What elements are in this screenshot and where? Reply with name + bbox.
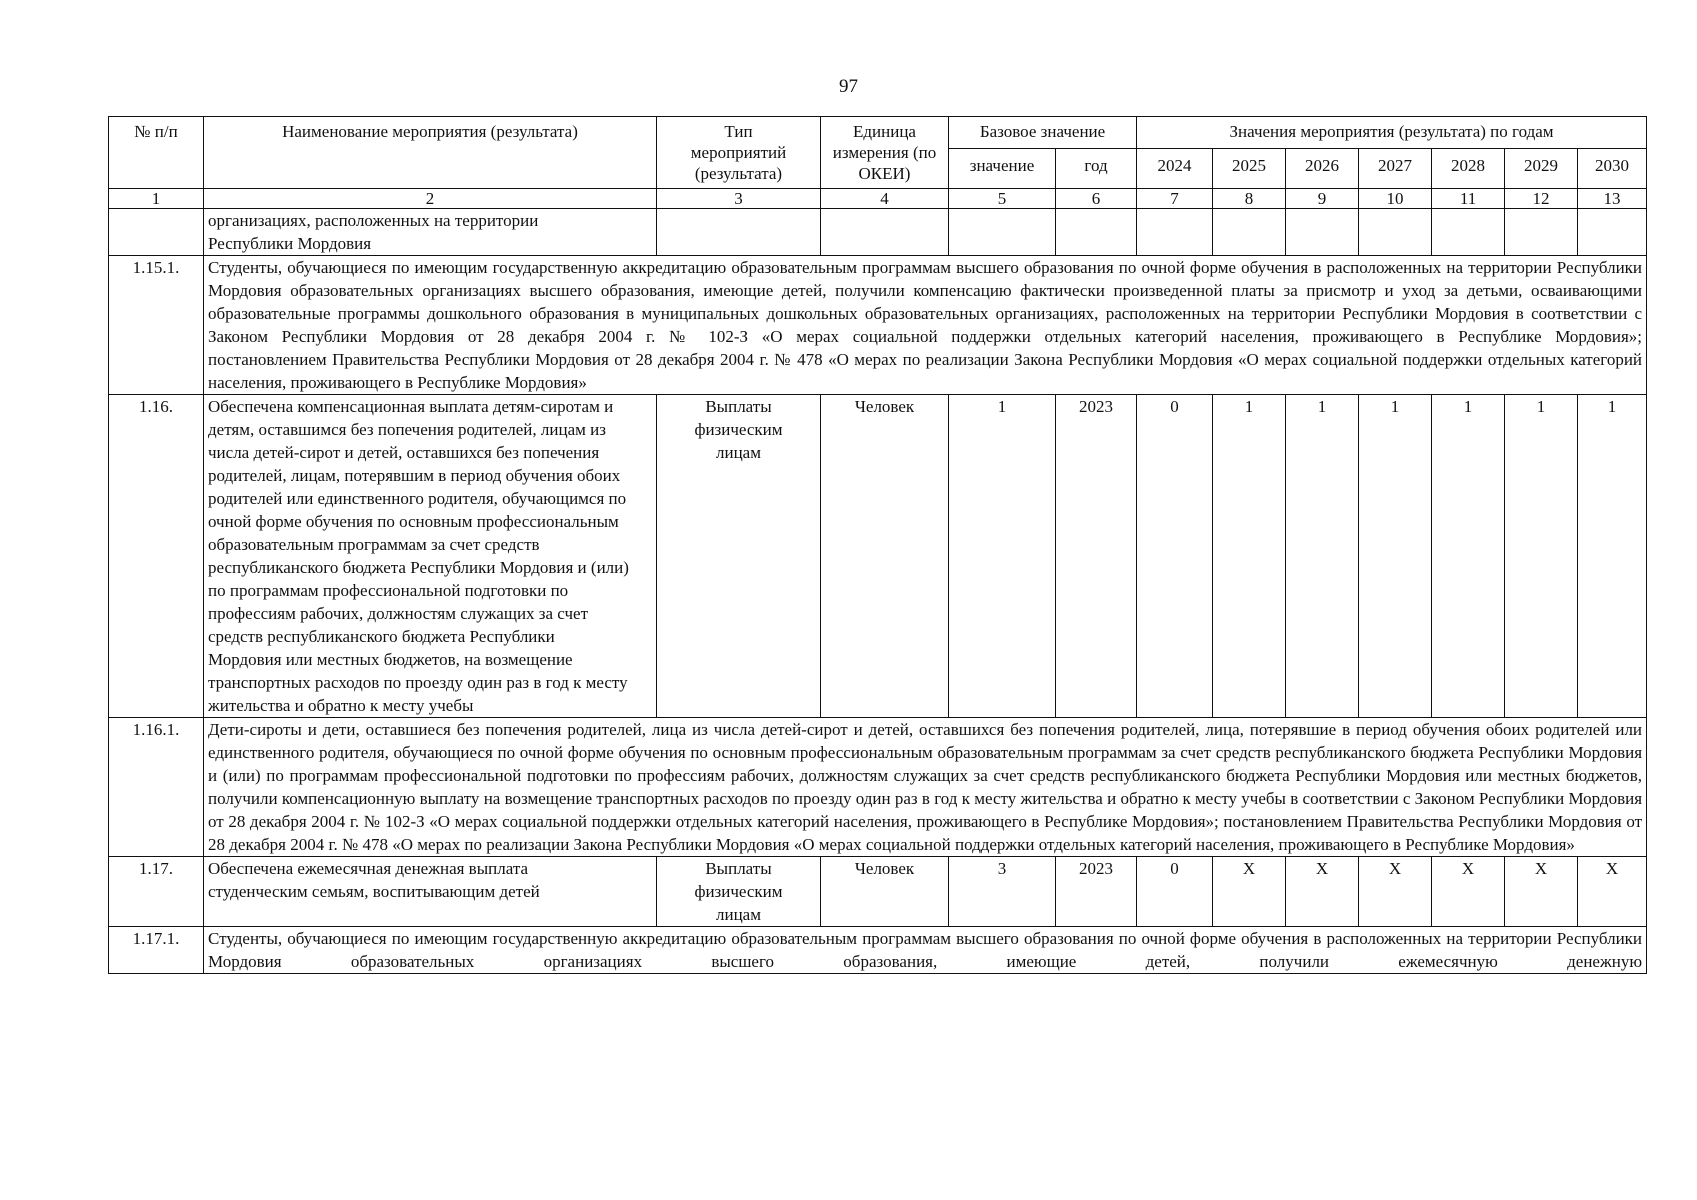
header-base-value: значение: [949, 149, 1056, 189]
empty-cell: [1286, 209, 1359, 256]
column-numbers-row: [109, 189, 1647, 209]
row-description: Студенты, обучающиеся по имеющим государственную аккредитацию образовательным программам высшего образования по очной форме обучения в расположенных на территории Республики Мордовия образовательных организациях высшего образования, имеющие детей, получили ежемесячную денежную: [204, 927, 1647, 974]
page-number: 97: [839, 76, 858, 97]
table-row: [109, 209, 1647, 256]
row-base-value: 1: [949, 395, 1056, 718]
row-unit: Человек: [821, 395, 949, 718]
empty-cell: [1578, 209, 1647, 256]
row-description: [204, 256, 1647, 395]
header-year: 2026: [1286, 149, 1359, 189]
row-unit: Человек: [821, 857, 949, 927]
column-number: 11: [1432, 189, 1505, 209]
table-row: [109, 718, 1647, 857]
row-name: Обеспечена компенсационная выплата детям-сиротам и детям, оставшимся без попечения родителей, лицам из числа детей-сирот и детей, оставшихся без попечения родителей, лицам, потерявшим в период обучения обоих родителей или единственного родителя, обучающимся по очной форме обучения по основным профессиональным образовательным программам за счет средств республиканского бюджета Республики Мордовия и (или) по программам профессиональной подготовки по профессиям рабочих, должностям служащих за счет средств республиканского бюджета Республики Мордовия или местных бюджетов, на возмещение транспортных расходов по проезду один раз в год к месту жительства и обратно к месту учебы: [204, 395, 657, 718]
header-year: 2024: [1137, 149, 1213, 189]
row-base-year: 2023: [1056, 395, 1137, 718]
row-year-value: 0: [1137, 395, 1213, 718]
header-year: 2030: [1578, 149, 1647, 189]
column-number: 7: [1137, 189, 1213, 209]
row-type: Выплаты физическим лицам: [657, 395, 821, 718]
row-year-value: 1: [1213, 395, 1286, 718]
row-year-value: X: [1432, 857, 1505, 927]
header-year: 2028: [1432, 149, 1505, 189]
empty-cell: [1213, 209, 1286, 256]
row-number: 1.17.: [109, 857, 204, 927]
empty-cell: [949, 209, 1056, 256]
column-number: 6: [1056, 189, 1137, 209]
header-year: 2027: [1359, 149, 1432, 189]
row-number: 1.17.1.: [109, 927, 204, 974]
empty-cell: [1432, 209, 1505, 256]
column-number: 1: [109, 189, 204, 209]
row-description: Дети-сироты и дети, оставшиеся без попечения родителей, лица из числа детей-сирот и детей, оставшихся без попечения родителей, лица, потерявшие в период обучения обоих родителей или единственного родителя, обучающиеся по очной форме обучения по основным профессиональным образовательным программам за счет средств республиканского бюджета Республики Мордовия и (или) по программам профессиональной подготовки по профессиям рабочих, должностям служащих за счет средств республиканского бюджета Республики Мордовия или местных бюджетов, получили компенсационную выплату на возмещение транспортных расходов по проезду один раз в год к месту жительства и обратно к месту учебы в соответствии с Законом Республики Мордовия от 28 декабря 2004 г. № 102-З «О мерах социальной поддержки отдельных категорий населения, проживающего в Республике Мордовия»; постановлением Правительства Республики Мордовия от 28 декабря 2004 г. № 478 «О мерах по реализации Закона Республики Мордовия «О мерах социальной поддержки отдельных категорий населения, проживающего в Республике Мордовия»: [204, 718, 1647, 857]
row-name: организациях, расположенных на территории Республики Мордовия: [204, 209, 657, 256]
row-number: 1.16.1.: [109, 718, 204, 857]
column-number: 9: [1286, 189, 1359, 209]
row-year-value: 0: [1137, 857, 1213, 927]
row-year-value: 1: [1432, 395, 1505, 718]
row-year-value: X: [1505, 857, 1578, 927]
column-number: 2: [204, 189, 657, 209]
column-number: 10: [1359, 189, 1432, 209]
row-year-value: X: [1286, 857, 1359, 927]
header-base: Базовое значение: [949, 117, 1137, 149]
empty-cell: [1359, 209, 1432, 256]
row-year-value: X: [1578, 857, 1647, 927]
table-row: [109, 927, 1647, 974]
empty-cell: [821, 209, 949, 256]
row-number: 1.15.1.: [109, 256, 204, 395]
row-description-text: постановлением Правительства Республики Мордовия от 28 декабря 2004 г. № 478 «О мерах по реализации Закона Республики Мордовия «О мерах социальной поддержки отдельных категорий населения, проживающего в Республике Мордовия»: [208, 350, 1643, 392]
row-name: Обеспечена ежемесячная денежная выплата студенческим семьям, воспитывающим детей: [204, 857, 657, 927]
header-unit: Единица измерения (по ОКЕИ): [821, 117, 949, 189]
header-year: 2025: [1213, 149, 1286, 189]
column-number: 8: [1213, 189, 1286, 209]
table-row: [109, 857, 1647, 927]
empty-cell: [1137, 209, 1213, 256]
table-row: [109, 395, 1647, 718]
header-type: Тип мероприятий (результата): [657, 117, 821, 189]
column-number: 3: [657, 189, 821, 209]
empty-cell: [657, 209, 821, 256]
header-row: [109, 117, 1647, 149]
header-base-year: год: [1056, 149, 1137, 189]
column-number: 4: [821, 189, 949, 209]
column-number: 12: [1505, 189, 1578, 209]
header-no: № п/п: [109, 117, 204, 189]
column-number: 5: [949, 189, 1056, 209]
row-base-year: 2023: [1056, 857, 1137, 927]
row-year-value: 1: [1286, 395, 1359, 718]
row-year-value: X: [1359, 857, 1432, 927]
row-year-value: X: [1213, 857, 1286, 927]
header-years: Значения мероприятия (результата) по годам: [1137, 117, 1647, 149]
header-name: Наименование мероприятия (результата): [204, 117, 657, 189]
empty-cell: [1056, 209, 1137, 256]
row-year-value: 1: [1505, 395, 1578, 718]
empty-cell: [1505, 209, 1578, 256]
row-base-value: 3: [949, 857, 1056, 927]
header-year: 2029: [1505, 149, 1578, 189]
row-year-value: 1: [1359, 395, 1432, 718]
row-number: [109, 209, 204, 256]
row-year-value: 1: [1578, 395, 1647, 718]
column-number: 13: [1578, 189, 1647, 209]
row-type: Выплаты физическим лицам: [657, 857, 821, 927]
row-description-text: Студенты, обучающиеся по имеющим государственную аккредитацию образовательным программам высшего образования по очной форме обучения в расположенных на территории Республики Мордовия образовательных организациях высшего образования, имеющие детей, получили компенсацию фактически произведенной платы за присмотр и уход за детьми, осваивающими образовательные программы дошкольного образования в муниципальных дошкольных образовательных организациях, расположенных на территории Республики Мордовия в соответствии с Законом Республики Мордовия от 28 декабря 2004 г. № 102-З «О мерах социальной поддержки отдельных категорий населения, проживающего в Республике Мордовия»;: [208, 258, 1643, 346]
row-number: 1.16.: [109, 395, 204, 718]
measures-table: [108, 116, 1647, 974]
table-row: [109, 256, 1647, 395]
